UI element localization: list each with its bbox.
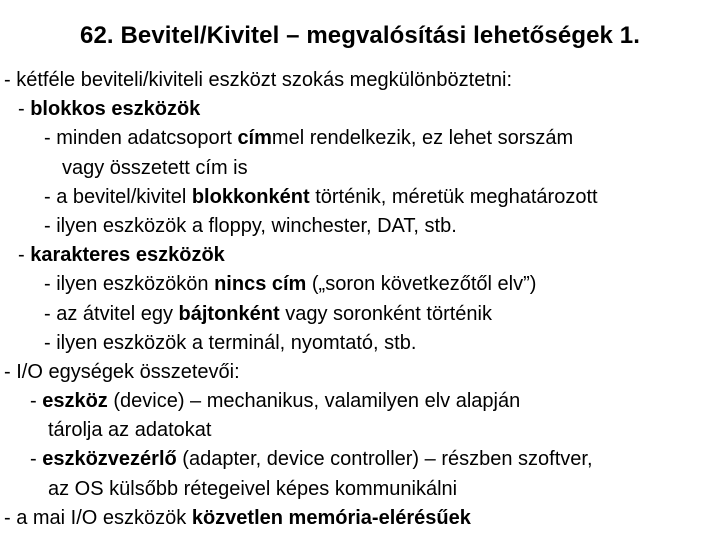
bold-term: eszközvezérlő bbox=[42, 448, 177, 471]
bullet-line bbox=[4, 270, 720, 299]
text-run: - az átvitel egy bbox=[44, 302, 179, 325]
text-run: - ilyen eszközök a floppy, winchester, DAT, stb. bbox=[44, 214, 457, 237]
bullet-line bbox=[4, 358, 720, 387]
text-run: - ilyen eszközökön bbox=[44, 273, 215, 296]
bullet-line bbox=[4, 241, 720, 270]
bold-term: bájtonként bbox=[178, 302, 280, 325]
text-run: - I/O egységek összetevői: bbox=[4, 360, 240, 383]
bullet-line bbox=[4, 66, 720, 95]
text-run: (device) – mechanikus, valamilyen elv alapján bbox=[107, 390, 521, 413]
text-run: tárolja az adatokat bbox=[48, 419, 212, 442]
text-run: vagy összetett cím is bbox=[62, 156, 248, 179]
bullet-line bbox=[4, 387, 720, 416]
text-run: az OS külsőbb rétegeivel képes kommunikálni bbox=[48, 477, 458, 500]
text-run: - a mai I/O eszközök bbox=[4, 506, 192, 529]
bullet-list bbox=[4, 66, 720, 533]
bullet-line bbox=[4, 95, 720, 124]
text-run: - a bevitel/kivitel bbox=[44, 185, 192, 208]
text-run: vagy soronként történik bbox=[279, 302, 492, 325]
bullet-line bbox=[4, 154, 720, 183]
bullet-line bbox=[4, 475, 720, 504]
bullet-line bbox=[4, 212, 720, 241]
text-run: - bbox=[18, 98, 31, 121]
bold-term: közvetlen memória-elérésűek bbox=[191, 506, 471, 529]
text-run: („soron következőtől elv”) bbox=[306, 273, 537, 296]
text-run: - minden adatcsoport bbox=[44, 127, 238, 150]
bold-term: blokkos eszközök bbox=[30, 98, 201, 121]
bold-term: karakteres eszközök bbox=[30, 244, 225, 267]
text-run: - ilyen eszközök a terminál, nyomtató, stb. bbox=[44, 331, 417, 354]
text-run: - kétféle beviteli/kiviteli eszközt szokás megkülönböztetni: bbox=[4, 69, 513, 91]
slide-title: 62. Bevitel/Kivitel – megvalósítási lehetőségek 1. bbox=[80, 22, 640, 49]
text-run: - bbox=[18, 244, 31, 267]
text-run: - bbox=[30, 390, 43, 413]
bold-term: eszköz bbox=[42, 390, 108, 413]
bullet-line bbox=[4, 416, 720, 445]
bold-term: cím bbox=[237, 127, 272, 150]
bullet-line bbox=[4, 445, 720, 474]
text-run: mel rendelkezik, ez lehet sorszám bbox=[271, 127, 574, 150]
bullet-line bbox=[4, 504, 720, 533]
text-run: történik, méretük meghatározott bbox=[309, 185, 598, 208]
bullet-line bbox=[4, 329, 720, 358]
bold-term: blokkonként bbox=[191, 185, 310, 208]
bullet-line bbox=[4, 124, 720, 153]
bold-term: nincs cím bbox=[214, 273, 307, 296]
bullet-line bbox=[4, 183, 720, 212]
text-run: (adapter, device controller) – részben szoftver, bbox=[176, 448, 593, 471]
text-run: - bbox=[30, 448, 43, 471]
bullet-line bbox=[4, 300, 720, 329]
